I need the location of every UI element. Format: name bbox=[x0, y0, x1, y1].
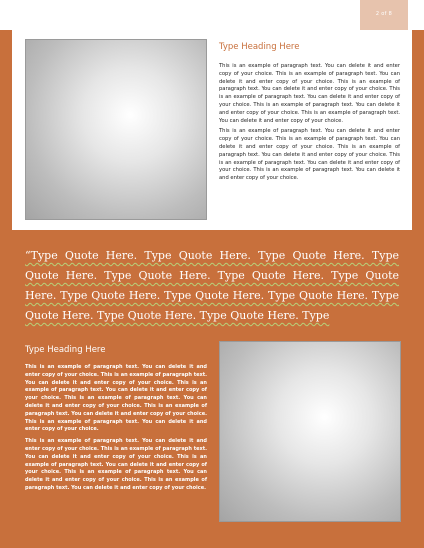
page-number-tab bbox=[360, 0, 408, 30]
section-heading-top: Type Heading Here bbox=[219, 42, 300, 52]
pull-quote: “Type Quote Here. Type Quote Here. Type Quote Here. Type Quote Here. Type Quote Here. Type Quote Here. Type Quote Here. Type Quote Here. Type Quote Here. Type Quote Here. Type Quote Here. Type Quote Here. Type Quote Here. Type bbox=[25, 249, 399, 322]
top-content-card bbox=[12, 30, 412, 230]
paragraph: This is an example of paragraph text. You can delete it and enter copy of your choice. This is an example of paragraph text. You can delete it and enter copy of your choice. This is an example of paragraph text. You can delete it and enter copy of your choice. This is an example of paragraph text. You can delete it and enter copy of your choice. This is an example of paragraph text. You can delete it and enter copy of your choice. This is an example of paragraph text. You can delete it and enter copy of your choice. bbox=[219, 63, 400, 124]
page-header bbox=[0, 0, 424, 30]
bottom-text-column bbox=[25, 364, 207, 493]
section-heading-bottom: Type Heading Here bbox=[25, 345, 106, 355]
paragraph: This is an example of paragraph text. You can delete it and enter copy of your choice. This is an example of paragraph text. You can delete it and enter copy of your choice. This is an example of paragraph text. You can delete it and enter copy of your choice. This is an example of paragraph text. You can delete it and enter copy of your choice. This is an example of paragraph text. You can delete it and enter copy of your choice. This is an example of paragraph text. You can delete it and enter copy of your choice. bbox=[25, 364, 207, 433]
paragraph: This is an example of paragraph text. You can delete it and enter copy of your choice. This is an example of paragraph text. You can delete it and enter copy of your choice. This is an example of paragraph text. You can delete it and enter copy of your choice. This is an example of paragraph text. You can delete it and enter copy of your choice. This is an example of paragraph text. You can delete it and enter copy of your choice. bbox=[25, 438, 207, 491]
image-placeholder-top bbox=[25, 39, 207, 220]
paragraph: This is an example of paragraph text. You can delete it and enter copy of your choice. This is an example of paragraph text. You can delete it and enter copy of your choice. This is an example of paragraph text. You can delete it and enter copy of your choice. This is an example of paragraph text. You can delete it and enter copy of your choice. This is an example of paragraph text. You can delete it and enter copy of your choice. bbox=[219, 128, 400, 182]
image-placeholder-bottom bbox=[219, 341, 401, 522]
top-text-column bbox=[219, 63, 400, 183]
page-number: 2 of 8 bbox=[375, 11, 393, 17]
